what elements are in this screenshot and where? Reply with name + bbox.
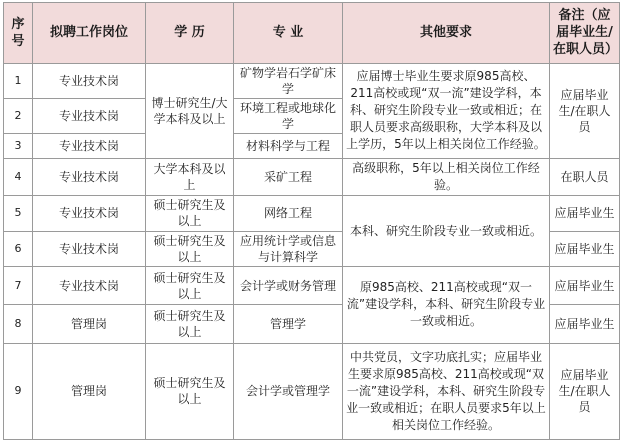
remark-cell: 应届毕业生 (550, 266, 620, 304)
education-cell: 硕士研究生及以上 (146, 305, 234, 343)
header-education: 学 历 (146, 3, 234, 64)
education-cell: 硕士研究生及以上 (146, 266, 234, 304)
seq-cell: 5 (4, 196, 33, 231)
seq-cell: 2 (4, 99, 33, 134)
position-cell: 专业技术岗 (33, 196, 146, 231)
other-requirements-cell: 应届博士毕业生要求原985高校、211高校或现“双一流”建设学科，本科、研究生阶段专业一致或相近；在职人员要求高级职称，大学本科及以上学历，5年以上相关岗位工作经验。 (343, 63, 550, 158)
remark-cell: 应届毕业生 (550, 231, 620, 266)
recruitment-table (3, 2, 620, 440)
table-row (4, 158, 620, 195)
remark-cell: 应届毕业生/在职人员 (550, 343, 620, 439)
education-cell: 大学本科及以上 (146, 158, 234, 195)
seq-cell: 8 (4, 305, 33, 343)
education-cell: 硕士研究生及以上 (146, 343, 234, 439)
seq-cell: 9 (4, 343, 33, 439)
major-cell: 管理学 (234, 305, 343, 343)
header-other: 其他要求 (343, 3, 550, 64)
major-cell: 矿物学岩石学矿床学 (234, 63, 343, 98)
table-row (4, 63, 620, 98)
other-requirements-cell: 高级职称，5年以上相关岗位工作经验。 (343, 158, 550, 195)
remark-cell: 在职人员 (550, 158, 620, 195)
seq-cell: 6 (4, 231, 33, 266)
header-row (4, 3, 620, 64)
position-cell: 专业技术岗 (33, 99, 146, 134)
other-requirements-cell: 中共党员，文字功底扎实；应届毕业生要求原985高校、211高校或现“双一流”建设学科，本科、研究生阶段专业一致或相近；在职人员要求5年以上相关岗位工作经验。 (343, 343, 550, 439)
table-row (4, 266, 620, 304)
header-position: 拟聘工作岗位 (33, 3, 146, 64)
position-cell: 专业技术岗 (33, 231, 146, 266)
header-seq: 序号 (4, 3, 33, 64)
seq-cell: 3 (4, 134, 33, 158)
major-cell: 采矿工程 (234, 158, 343, 195)
other-requirements-cell: 本科、研究生阶段专业一致或相近。 (343, 196, 550, 267)
position-cell: 管理岗 (33, 305, 146, 343)
major-cell: 会计学或管理学 (234, 343, 343, 439)
position-cell: 专业技术岗 (33, 158, 146, 195)
seq-cell: 4 (4, 158, 33, 195)
header-major: 专 业 (234, 3, 343, 64)
position-cell: 管理岗 (33, 343, 146, 439)
education-cell: 硕士研究生及以上 (146, 196, 234, 231)
major-cell: 应用统计学或信息与计算科学 (234, 231, 343, 266)
remark-cell: 应届毕业生 (550, 196, 620, 231)
education-cell: 硕士研究生及以上 (146, 231, 234, 266)
other-requirements-cell: 原985高校、211高校或现“双一流”建设学科，本科、研究生阶段专业一致或相近。 (343, 266, 550, 343)
position-cell: 专业技术岗 (33, 266, 146, 304)
major-cell: 材料科学与工程 (234, 134, 343, 158)
table-row (4, 196, 620, 231)
major-cell: 网络工程 (234, 196, 343, 231)
major-cell: 环境工程或地球化学 (234, 99, 343, 134)
table-row (4, 343, 620, 439)
remark-cell: 应届毕业生 (550, 305, 620, 343)
seq-cell: 1 (4, 63, 33, 98)
position-cell: 专业技术岗 (33, 63, 146, 98)
seq-cell: 7 (4, 266, 33, 304)
remark-cell: 应届毕业生/在职人员 (550, 63, 620, 158)
header-remark: 备注（应届毕业生/在职人员） (550, 3, 620, 64)
education-cell: 博士研究生/大学本科及以上 (146, 63, 234, 158)
position-cell: 专业技术岗 (33, 134, 146, 158)
major-cell: 会计学或财务管理 (234, 266, 343, 304)
